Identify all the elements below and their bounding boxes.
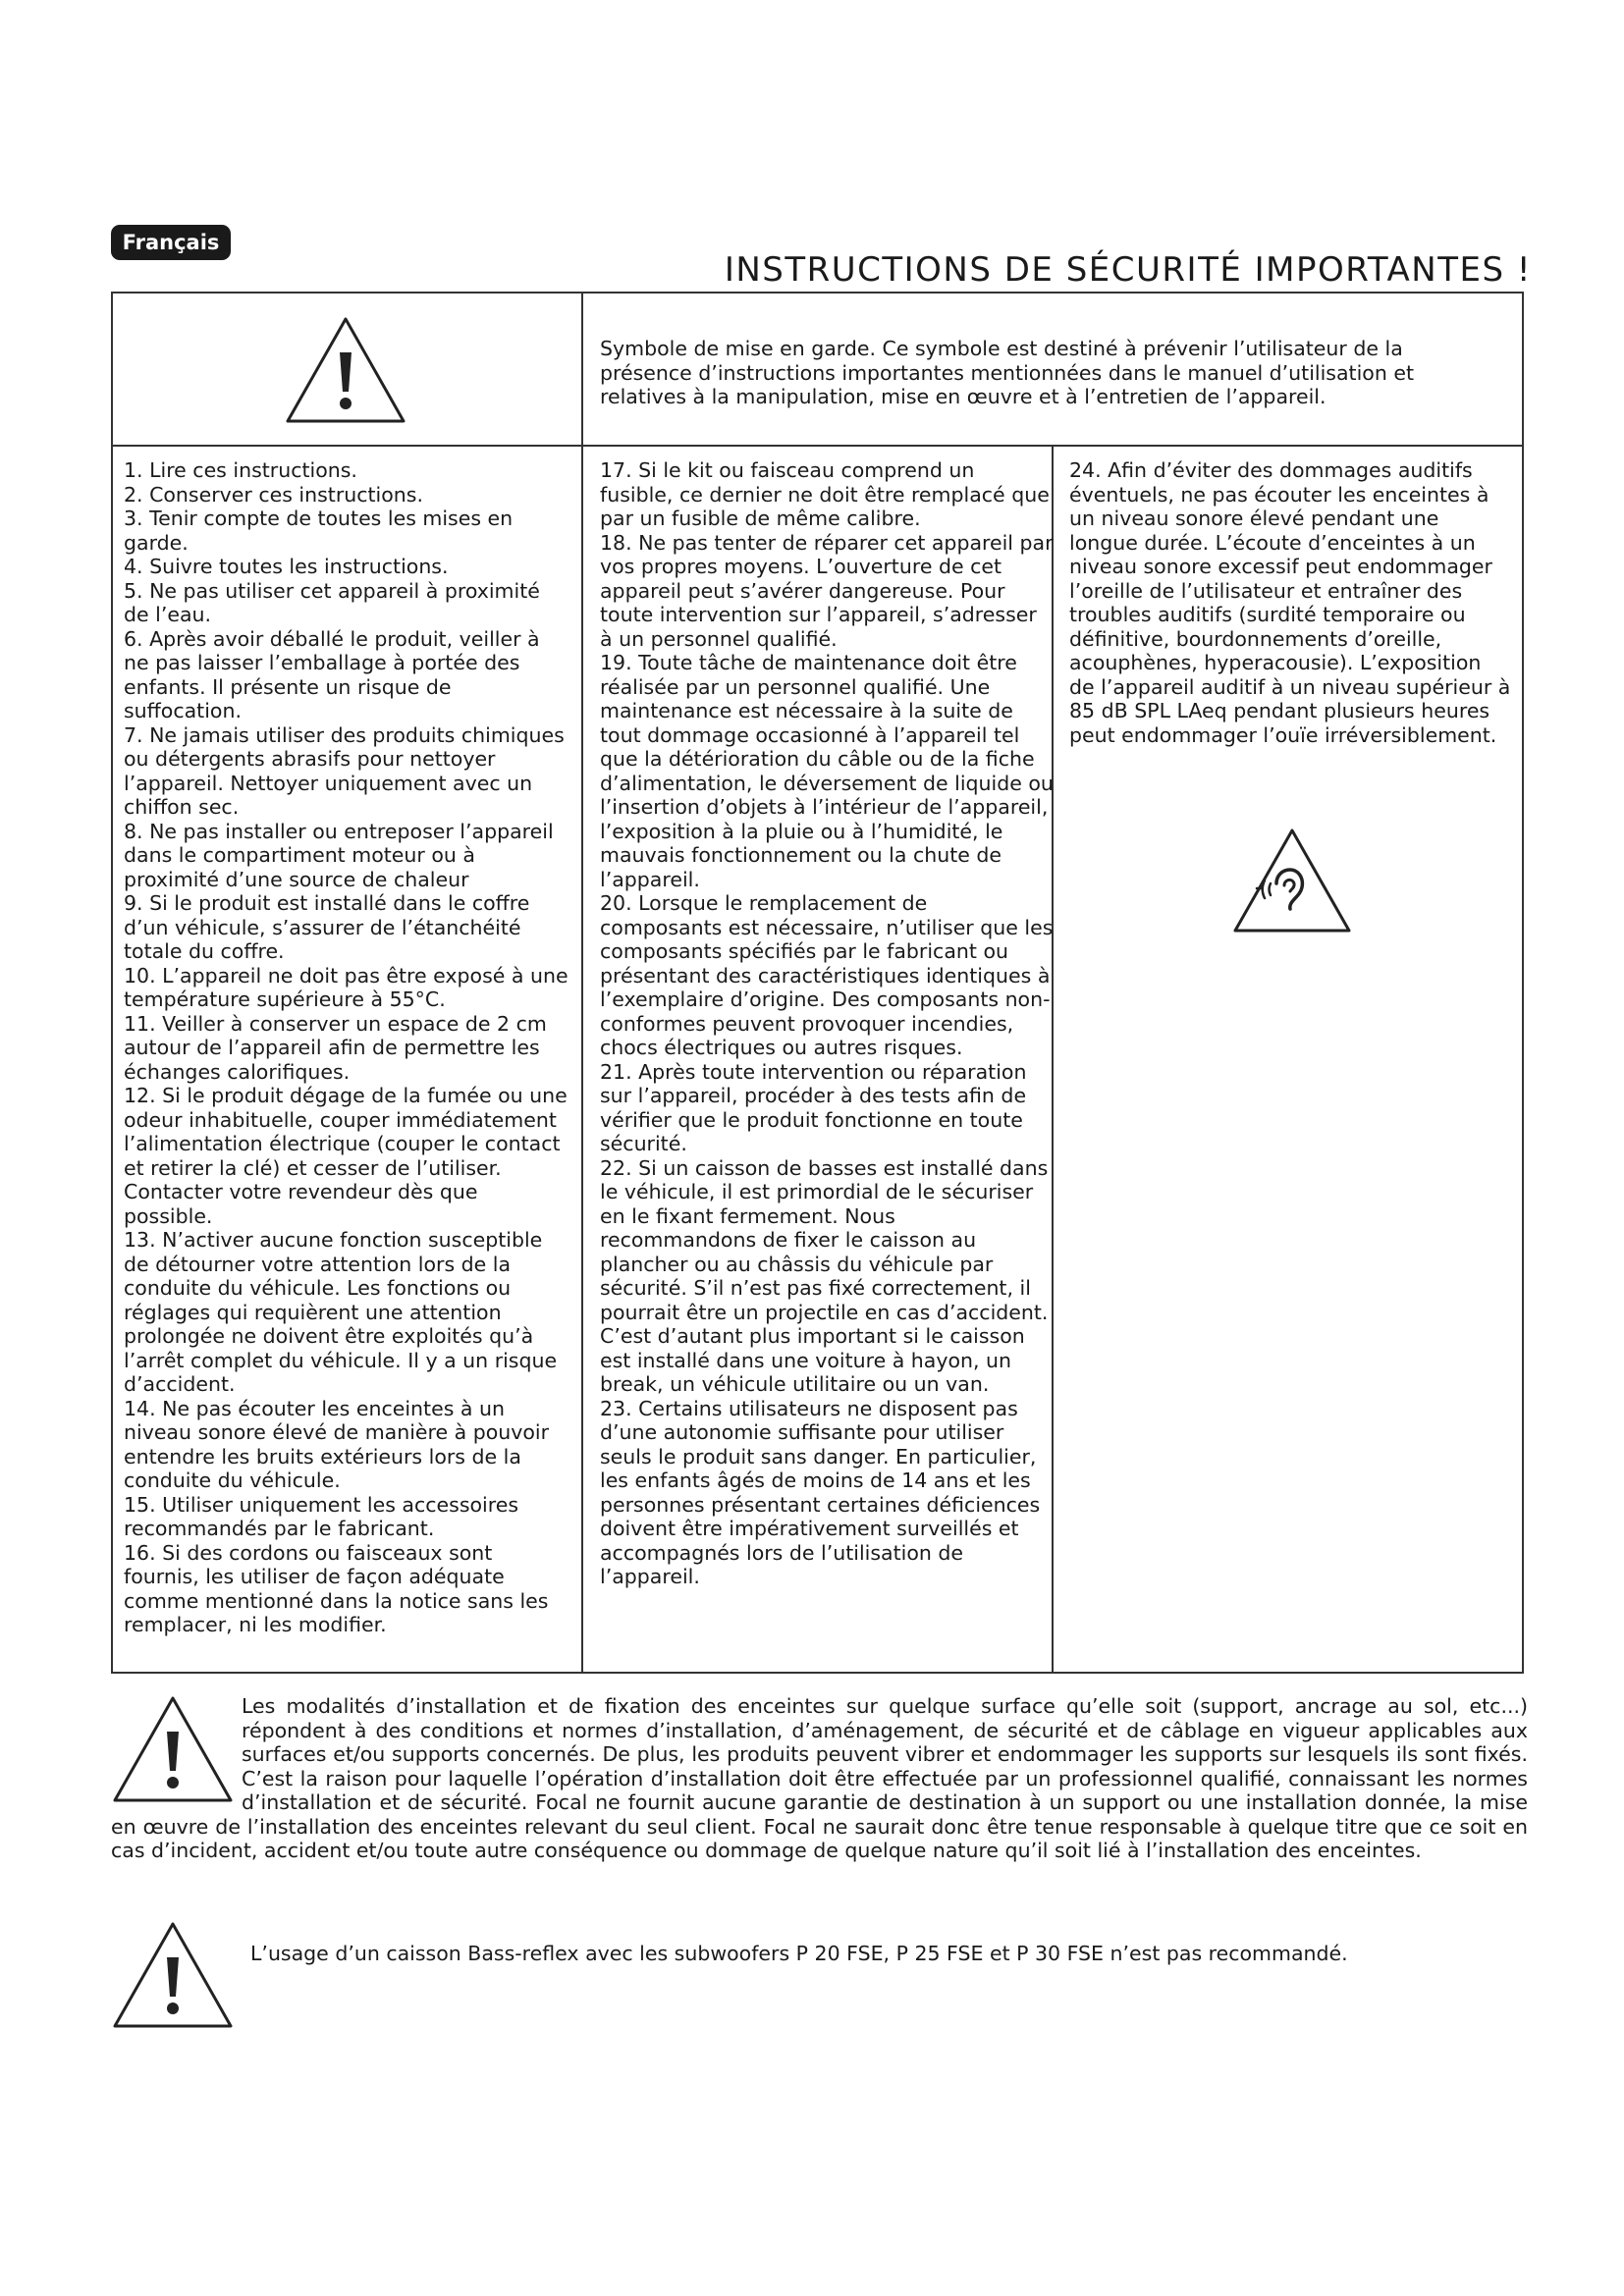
list-item: 16. Si des cordons ou faisceaux sont fournis, les utiliser de façon adéquate comme mentionné dans la notice sans les remplacer, ni les modifier.	[124, 1540, 549, 1636]
list-item: 7. Ne jamais utiliser des produits chimiques ou détergents abrasifs pour nettoyer l’appareil. Nettoyer uniquement avec un chiffon sec.	[124, 722, 565, 819]
safety-instructions-table	[111, 292, 1524, 1674]
list-item: 18. Ne pas tenter de réparer cet appareil par vos propres moyens. L’ouverture de cet appareil peut s’avérer dangereuse. Pour toute intervention sur l’appareil, s’adresser à un personnel qualifié.	[600, 530, 1054, 651]
notice-icon-spacer	[111, 1694, 242, 1812]
list-item: 9. Si le produit est installé dans le coffre d’un véhicule, s’assurer de l’étanchéité totale du coffre.	[124, 891, 530, 963]
list-item: 1. Lire ces instructions.	[124, 458, 357, 482]
list-item: 4. Suivre toutes les instructions.	[124, 555, 449, 578]
table-divider	[581, 294, 583, 1672]
list-item: 23. Certains utilisateurs ne disposent pas d’une autonomie suffisante pour utiliser seuls le produit sans danger. En particulier, les enfants âgés de moins de 14 ans et les personnes présentant certaines déficiences doivent être impérativement surveillés et accompagnés lors de l’utilisation de l’appareil.	[600, 1396, 1041, 1588]
warning-triangle-icon	[111, 1920, 235, 2030]
installation-notice	[111, 1694, 1528, 1891]
list-item: 24. Afin d’éviter des dommages auditifs éventuels, ne pas écouter les enceintes à un niveau sonore élevé pendant une longue durée. L’écoute d’enceintes à un niveau sonore excessif peut endommager l’oreille de l’utilisateur et entraîner des troubles auditifs (surdité temporaire ou définitive, bourdonnements d’oreille, acouphènes, hyperacousie). L’exposition de l’appareil auditif à un niveau supérieur à 85 dB SPL LAeq pendant plusieurs heures peut endommager l’ouïe irréversiblement.	[1069, 458, 1511, 747]
list-item: 13. N’activer aucune fonction susceptible de détourner votre attention lors de la conduite du véhicule. Les fonctions ou réglages qui requièrent une attention prolongée ne doivent être exploités qu’à l’arrêt complet du véhicule. Il y a un risque d’accident.	[124, 1228, 558, 1396]
language-badge: Français	[111, 225, 231, 260]
intro-text: Symbole de mise en garde. Ce symbole est destiné à prévenir l’utilisateur de la présence d’instructions importantes mentionnées dans le manuel d’utilisation et relatives à la manipulation, mise en œuvre et à l’entretien de l’appareil.	[600, 337, 1414, 408]
warning-triangle-icon	[284, 315, 407, 425]
list-item: 20. Lorsque le remplacement de composants est nécessaire, n’utiliser que les composants spécifiés par le fabricant ou présentant des caractéristiques identiques à l’exemplaire d’origine. Des composants non-conformes peuvent provoquer incendies, chocs électriques ou autres risques.	[600, 891, 1054, 1059]
instructions-column-2	[600, 458, 1054, 1589]
list-item: 15. Utiliser uniquement les accessoires recommandés par le fabricant.	[124, 1492, 519, 1540]
bass-reflex-notice-text: L’usage d’un caisson Bass-reflex avec les subwoofers P 20 FSE, P 25 FSE et P 30 FSE n’est pas recommandé.	[250, 1942, 1348, 1965]
list-item: 8. Ne pas installer ou entreposer l’appareil dans le compartiment moteur ou à proximité d’une source de chaleur	[124, 819, 554, 891]
list-item: 5. Ne pas utiliser cet appareil à proximité de l’eau.	[124, 578, 540, 626]
warning-triangle-icon	[111, 1694, 235, 1804]
list-item: 21. Après toute intervention ou réparation sur l’appareil, procéder à des tests afin de vérifier que le produit fonctionne en toute sécurité.	[600, 1059, 1027, 1155]
bass-reflex-notice	[111, 1920, 1528, 2028]
list-item: 19. Toute tâche de maintenance doit être réalisée par un personnel qualifié. Une maintenance est nécessaire à la suite de tout dommage occasionné à l’appareil tel que la détérioration du câble ou de la fiche d’alimentation, le déversement de liquide ou l’insertion d’objets à l’intérieur de l’appareil, l’exposition à la pluie ou à l’humidité, le mauvais fonctionnement ou la chute de l’appareil.	[600, 651, 1054, 891]
installation-notice-text: Les modalités d’installation et de fixation des enceintes sur quelque surface qu’elle soit (support, ancrage au sol, etc...) répondent à des conditions et normes d’installation, d’aménagement, de sécurité et de câblage en vigueur applicables aux surfaces et/ou supports concernés. De plus, les produits peuvent vibrer et endommager les supports sur lesquels ils sont fixés. C’est la raison pour laquelle l’opération d’installation doit être effectuée par un professionnel qualifié, connaissant les normes d’installation et de sécurité. Focal ne fournit aucune garantie de destination à un support ou une installation donnée, la mise en œuvre de l’installation des enceintes relevant du seul client. Focal ne saurait donc être tenue responsable à quelque titre que ce soit en cas d’incident, accident et/ou toute autre conséquence ou dommage de quelque nature qu’il soit lié à l’installation des enceintes.	[111, 1694, 1528, 1862]
table-divider	[113, 445, 1522, 447]
list-item: 6. Après avoir déballé le produit, veiller à ne pas laisser l’emballage à portée des enfants. Il présente un risque de suffocation.	[124, 626, 540, 722]
hearing-damage-icon	[1231, 827, 1353, 938]
list-item: 17. Si le kit ou faisceau comprend un fusible, ce dernier ne doit être remplacé que par un fusible de même calibre.	[600, 458, 1050, 530]
list-item: 10. L’appareil ne doit pas être exposé à une température supérieure à 55°C.	[124, 963, 568, 1011]
instructions-column-3	[1069, 458, 1511, 747]
instructions-column-1	[124, 458, 570, 1637]
list-item: 2. Conserver ces instructions.	[124, 482, 423, 507]
page-title: INSTRUCTIONS DE SÉCURITÉ IMPORTANTES !	[724, 249, 1532, 290]
list-item: 11. Veiller à conserver un espace de 2 cm autour de l’appareil afin de permettre les échanges calorifiques.	[124, 1011, 547, 1084]
list-item: 22. Si un caisson de basses est installé dans le véhicule, il est primordial de le sécuriser en le fixant fermement. Nous recommandons de fixer le caisson au plancher ou au châssis du véhicule par sécurité. S’il n’est pas fixé correctement, il pourrait être un projectile en cas d’accident. C’est d’autant plus important si le caisson est installé dans une voiture à hayon, un break, un véhicule utilitaire ou un van.	[600, 1155, 1049, 1396]
list-item: 12. Si le produit dégage de la fumée ou une odeur inhabituelle, couper immédiatement l’alimentation électrique (couper le contact et retirer la clé) et cesser de l’utiliser. Contacter votre revendeur dès que possible.	[124, 1084, 568, 1228]
list-item: 14. Ne pas écouter les enceintes à un niveau sonore élevé de manière à pouvoir entendre les bruits extérieurs lors de la conduite du véhicule.	[124, 1396, 550, 1492]
list-item: 3. Tenir compte de toutes les mises en garde.	[124, 507, 514, 555]
